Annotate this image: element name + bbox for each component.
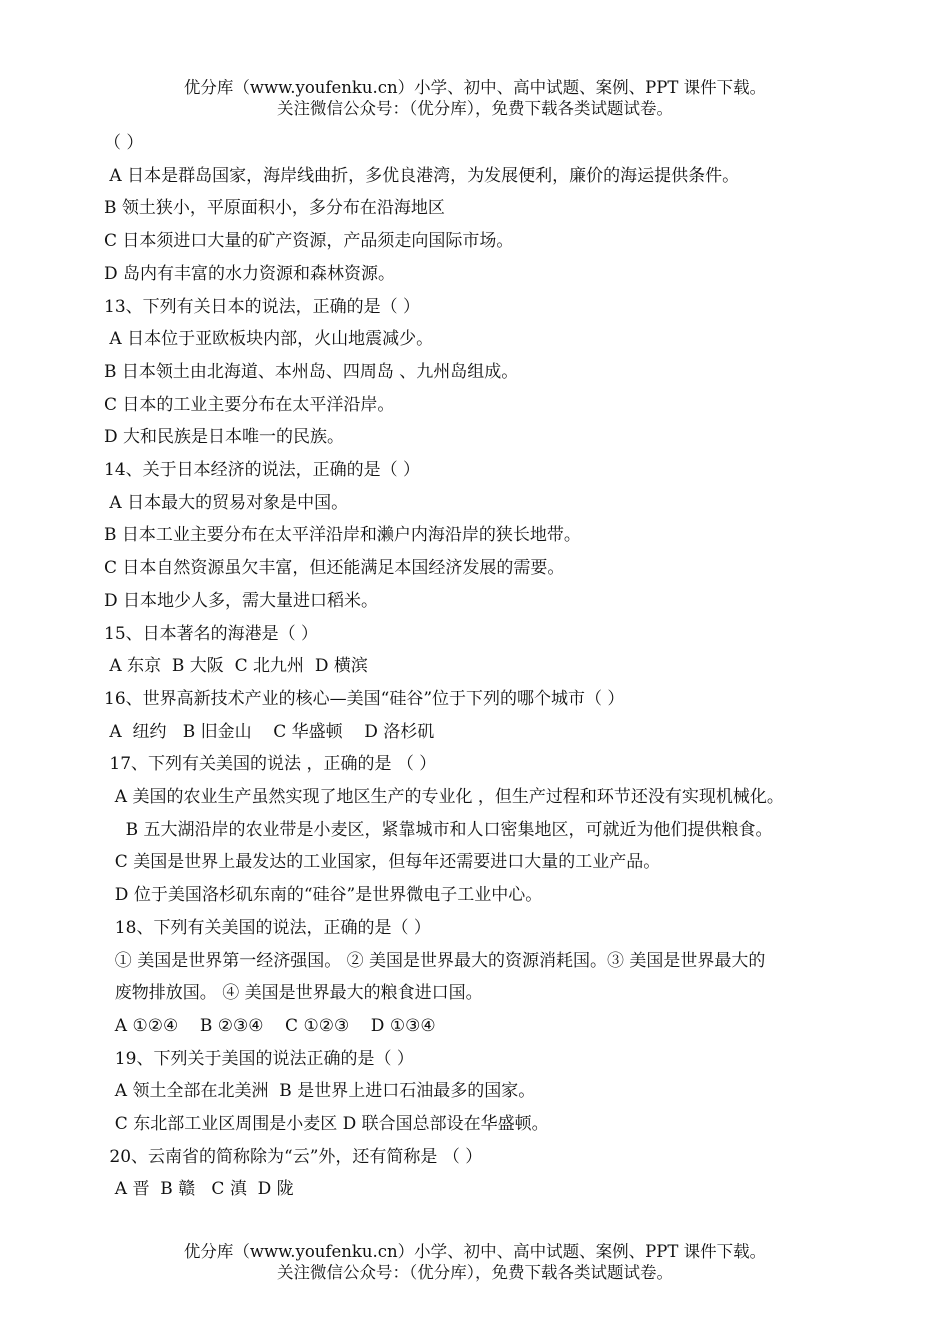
text-line: D 大和民族是日本唯一的民族。 (104, 427, 345, 448)
text-line: 20、云南省的简称除为“云”外，还有简称是 （ ） (104, 1146, 483, 1167)
text-line: B 日本工业主要分布在太平洋沿岸和濑户内海沿岸的狭长地带。 (104, 525, 581, 546)
text-line: A 日本是群岛国家，海岸线曲折，多优良港湾，为发展便利，廉价的海运提供条件。 (104, 165, 740, 186)
text-line: D 日本地少人多，需大量进口稻米。 (104, 590, 379, 611)
text-line: 17、下列有关美国的说法 ，正确的是 （ ） (104, 754, 437, 775)
text-line: A 日本位于亚欧板块内部，火山地震减少。 (104, 329, 434, 350)
text-line: 14、关于日本经济的说法，正确的是（ ） (104, 460, 421, 480)
text-line: 13、下列有关日本的说法，正确的是（ ） (104, 296, 421, 317)
header-line-1: 优分库（www.youfenku.cn）小学、初中、高中试题、案例、PPT 课件下载。 (183, 78, 767, 97)
footer-line-2: 关注微信公众号：（优分库），免费下载各类试题试卷。 (277, 1263, 673, 1282)
text-line: 16、世界高新技术产业的核心—美国“硅谷”位于下列的哪个城市（ ） (104, 688, 625, 709)
text-line: C 东北部工业区周围是小麦区 D 联合国总部设在华盛顿。 (104, 1114, 549, 1134)
text-line: A ①②④ B ②③④ C ①②③ D ①③④ (104, 1015, 436, 1036)
page-footer (0, 1241, 950, 1283)
text-line: 18、下列有关美国的说法，正确的是（ ） (104, 917, 431, 938)
text-line: C 日本须进口大量的矿产资源，产品须走向国际市场。 (104, 231, 514, 252)
text-line: A 晋 B 赣 C 滇 D 陇 (104, 1179, 294, 1200)
text-line: 15、日本著名的海港是（ ） (104, 623, 319, 644)
text-line: A 纽约 B 旧金山 C 华盛顿 D 洛杉矶 (104, 721, 435, 742)
footer-line-1: 优分库（www.youfenku.cn）小学、初中、高中试题、案例、PPT 课件下载。 (183, 1242, 767, 1261)
text-line: A 东京 B 大阪 C 北九州 D 横滨 (104, 656, 368, 677)
header-line-2: 关注微信公众号：（优分库），免费下载各类试题试卷。 (277, 99, 673, 118)
text-line: 废物排放国。 ④ 美国是世界最大的粮食进口国。 (104, 983, 483, 1004)
text-line: C 日本自然资源虽欠丰富，但还能满足本国经济发展的需要。 (104, 558, 565, 579)
text-line: C 美国是世界上最发达的工业国家，但每年还需要进口大量的工业产品。 (104, 852, 661, 873)
text-line: （ ） (104, 133, 144, 153)
text-line: B 五大湖沿岸的农业带是小麦区，紧靠城市和人口密集地区，可就近为他们提供粮食。 (104, 819, 773, 840)
text-line: A 领土全部在北美洲 B 是世界上进口石油最多的国家。 (104, 1081, 536, 1102)
text-line: D 位于美国洛杉矶东南的“硅谷”是世界微电子工业中心。 (104, 885, 543, 906)
text-line: 19、下列关于美国的说法正确的是（ ） (104, 1048, 414, 1069)
text-line: A 美国的农业生产虽然实现了地区生产的专业化 ，但生产过程和环节还没有实现机械化。 (104, 787, 784, 807)
text-line: ① 美国是世界第一经济强国。 ② 美国是世界最大的资源消耗国。③ 美国是世界最大的 (104, 950, 766, 971)
text-line: B 领土狭小，平原面积小，多分布在沿海地区 (104, 198, 445, 219)
text-line: B 日本领土由北海道、本州岛、四周岛 、九州岛组成。 (104, 361, 519, 382)
text-line: C 日本的工业主要分布在太平洋沿岸。 (104, 394, 395, 415)
text-line: A 日本最大的贸易对象是中国。 (104, 492, 349, 513)
text-line: D 岛内有丰富的水力资源和森林资源。 (104, 263, 396, 284)
